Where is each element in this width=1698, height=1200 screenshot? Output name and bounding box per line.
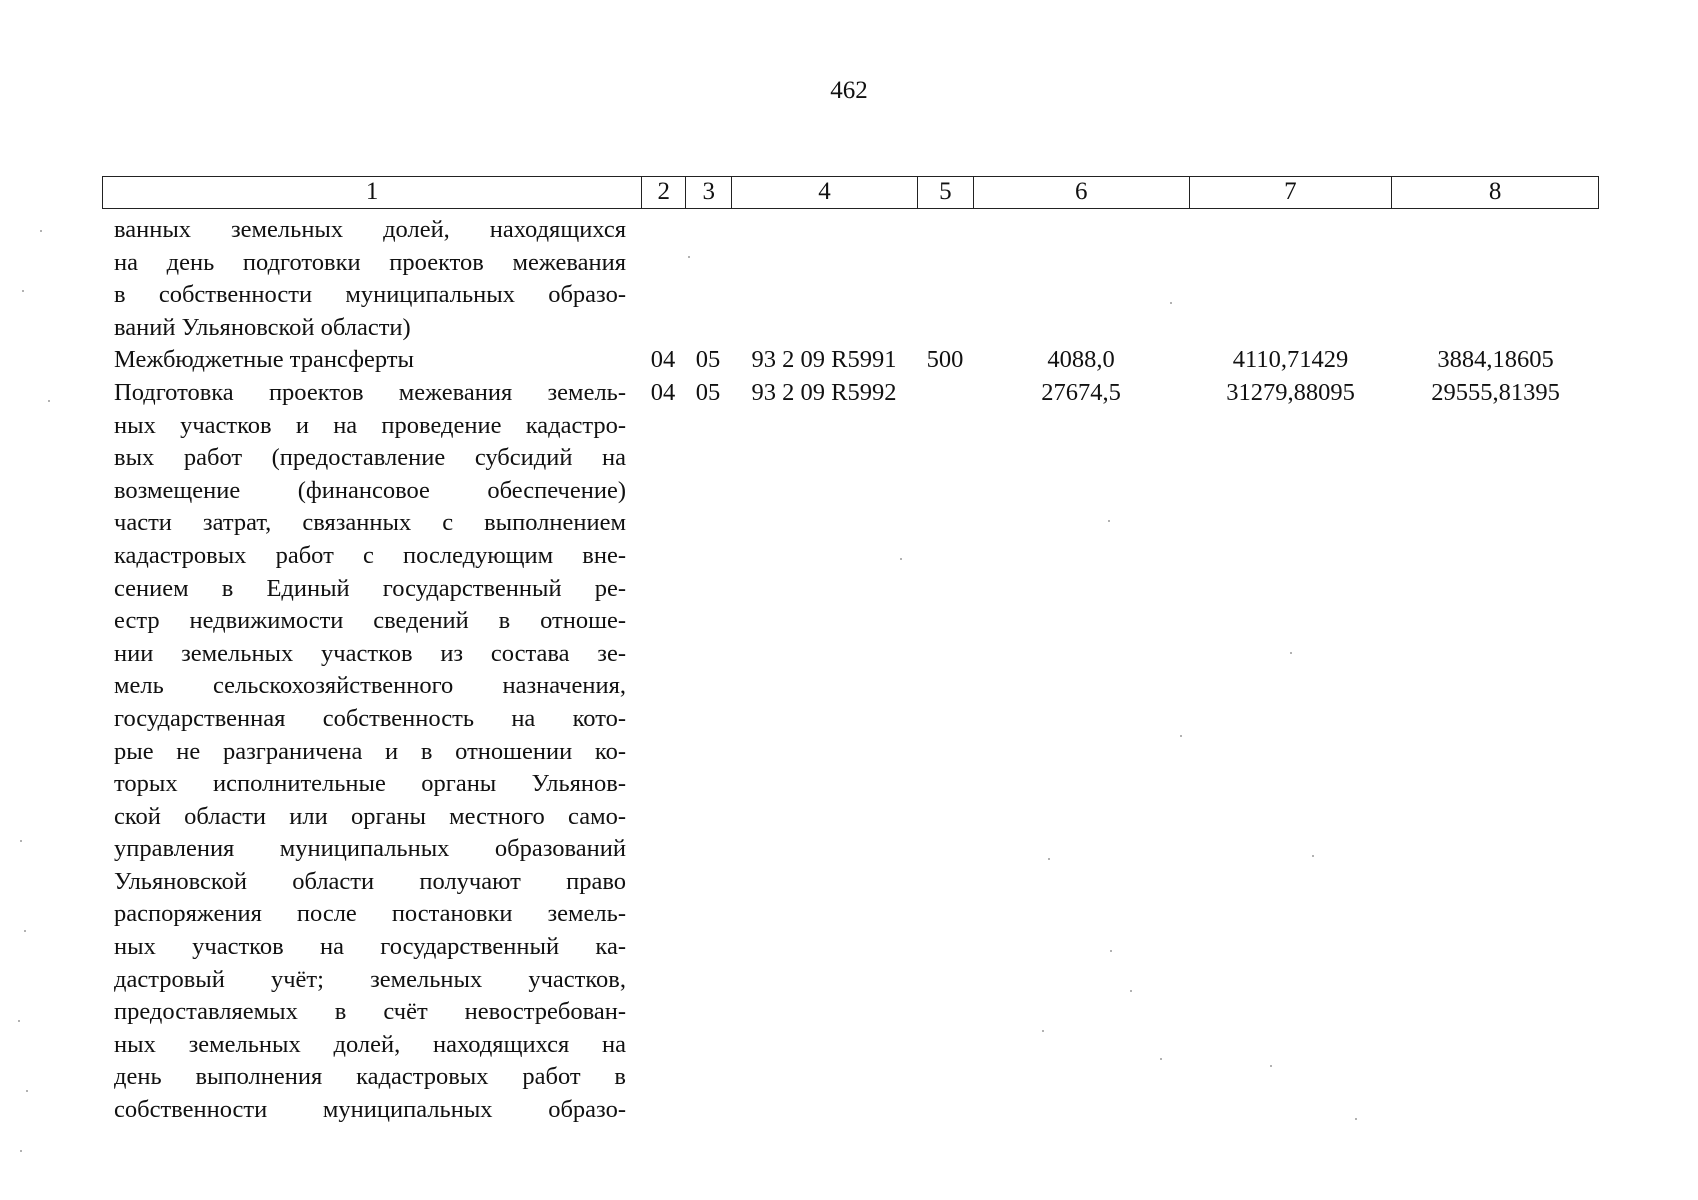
description-line: естр недвижимости сведений в отноше- bbox=[114, 607, 626, 635]
description-line: ных участков и на проведение кадастро- bbox=[114, 411, 626, 439]
header-col-3: 3 bbox=[685, 177, 731, 208]
description-line: сением в Единый государственный ре- bbox=[114, 574, 626, 602]
description-line: возмещение (финансовое обеспечение) bbox=[114, 476, 626, 504]
description-line: Подготовка проектов межевания земель- bbox=[114, 378, 626, 406]
header-col-8: 8 bbox=[1391, 177, 1598, 208]
header-col-6: 6 bbox=[973, 177, 1189, 208]
header-col-5: 5 bbox=[917, 177, 973, 208]
table-body bbox=[102, 214, 1599, 1127]
description-line: ваний Ульяновской области) bbox=[114, 313, 411, 341]
header-col-2: 2 bbox=[641, 177, 685, 208]
description-line: вых работ (предоставление субсидий на bbox=[114, 444, 626, 472]
description-line: предоставляемых в счёт невостребован- bbox=[114, 998, 626, 1026]
cell-c6: 27674,5 bbox=[1041, 378, 1121, 406]
cell-c6: 4088,0 bbox=[1047, 346, 1115, 374]
description-line: государственная собственность на кото- bbox=[114, 704, 626, 732]
table-row bbox=[102, 377, 1599, 1127]
description-line: части затрат, связанных с выполнением bbox=[114, 509, 626, 537]
cell-c8: 3884,18605 bbox=[1437, 346, 1554, 374]
description-line: день выполнения кадастровых работ в bbox=[114, 1063, 626, 1091]
cell-c2: 04 bbox=[650, 346, 676, 374]
cell-c7: 31279,88095 bbox=[1226, 378, 1355, 406]
row-description bbox=[114, 214, 626, 344]
cell-c4: 93 2 09 R5991 bbox=[751, 346, 897, 374]
description-line: Ульяновской области получают право bbox=[114, 867, 626, 895]
description-line: кадастровых работ с последующим вне- bbox=[114, 541, 626, 569]
cell-c3: 05 bbox=[695, 378, 721, 406]
description-line: распоряжения после постановки земель- bbox=[114, 900, 626, 928]
table-header bbox=[102, 176, 1599, 209]
header-col-1: 1 bbox=[365, 178, 379, 205]
cell-c8: 29555,81395 bbox=[1431, 378, 1560, 406]
description-line: торых исполнительные органы Ульянов- bbox=[114, 770, 626, 798]
description-line: мель сельскохозяйственного назначения, bbox=[114, 672, 626, 700]
description-line: управления муниципальных образований bbox=[114, 835, 626, 863]
page-number: 462 bbox=[830, 77, 868, 104]
cell-c2: 04 bbox=[650, 378, 676, 406]
cell-c3: 05 bbox=[695, 346, 721, 374]
header-col-4: 4 bbox=[731, 177, 917, 208]
table-row bbox=[102, 214, 1599, 344]
description-line: рые не разграничена и в отношении ко- bbox=[114, 737, 626, 765]
description-line: дастровый учёт; земельных участков, bbox=[114, 965, 626, 993]
cell-c4: 93 2 09 R5992 bbox=[751, 378, 897, 406]
description-line: ных участков на государственный ка- bbox=[114, 933, 626, 961]
cell-c5: 500 bbox=[926, 346, 964, 374]
description-line: ской области или органы местного само- bbox=[114, 802, 626, 830]
description-line: нии земельных участков из состава зе- bbox=[114, 639, 626, 667]
table-row bbox=[102, 344, 1599, 377]
description-line: ванных земельных долей, находящихся bbox=[114, 216, 626, 243]
description-line: Межбюджетные трансферты bbox=[114, 346, 414, 374]
description-line: собственности муниципальных образо- bbox=[114, 1096, 626, 1124]
cell-c7: 4110,71429 bbox=[1232, 346, 1349, 374]
description-line: на день подготовки проектов межевания bbox=[114, 248, 626, 276]
header-col-7: 7 bbox=[1189, 177, 1392, 208]
row-description bbox=[114, 344, 626, 377]
description-line: ных земельных долей, находящихся на bbox=[114, 1030, 626, 1058]
description-line: в собственности муниципальных образо- bbox=[114, 281, 626, 309]
row-description bbox=[114, 377, 626, 1127]
